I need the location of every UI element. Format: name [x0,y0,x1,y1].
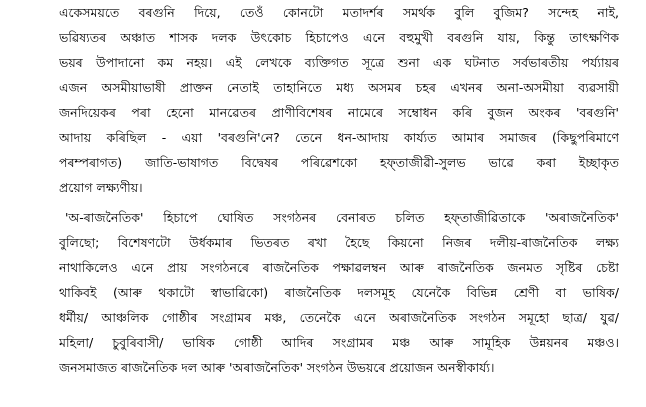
text-line: ভয়ৰ উপাদানো কম নহয়। এই লেখকে ব্যক্তিগত সূত্ৰে শুনা এক ঘটনাত সৰ্বভাৰতীয় পৰ্য্যায়ৰ [59,55,619,70]
text-line: আদায় কৰিছিল - এয়া 'বৰগুনি'নে? তেনে ধন-আদায় কাৰ্য্যত আমাৰ সমাজৰ (কিছুপৰিমাণে [59,130,619,145]
text-line: ধৰ্মীয়/ আঞ্চলিক গোষ্ঠীৰ সংগ্ৰামৰ মঞ্চ, তেনেকৈ এনে অৰাজনৈতিক সংগঠন সমূহো ছাত্ৰ/ যুৱ/ [59,310,619,325]
text-line: জনদিয়েকৰ পৰা হেনো মানৱেতৰ প্ৰাণীবিশেষৰ নামেৰে সম্বোধন কৰি বুজন অংকৰ 'বৰগুনি' [59,105,619,120]
text-line: ভৱিষ্যতৰ অঞ্চাত শাসক দলক উৎকোচ হিচাপেও এনে বহুমুখী বৰগুনি যায়, কিন্তু তাৎক্ষণিক [59,30,619,45]
text-line: নাথাকিলেও এনে প্ৰায় সংগঠনৰে ৰাজনৈতিক পক্ষাৱলম্বন আৰু ৰাজনৈতিক জনমত সৃষ্টিৰ চেষ্টা [59,260,619,275]
text-line: বুলিছো; বিশেষণটো উৰ্ধকমাৰ ভিতৰত ৰখা হৈছে কিয়নো নিজৰ দলীয়-ৰাজনৈতিক লক্ষ্য [59,235,619,250]
text-line: মহিলা/ চুবুৰিবাসী/ ভাষিক গোষ্ঠী আদিৰ সংগ্ৰামৰ মঞ্চ আৰু সামূহিক উন্নয়নৰ মঞ্চও। [59,335,619,350]
text-line: প্ৰয়োগ লক্ষ্যণীয়। [59,180,143,195]
paragraph-1 [59,0,619,200]
text-line: থাকিবই (আৰু থকাটো স্বাভাৱিকো) ৰাজনৈতিক দলসমূহ যেনেকৈ বিভিন্ন শ্ৰেণী বা ভাষিক/ [59,285,619,300]
text-line: একেসময়তে বৰগুনি দিয়ে, তেওঁ কোনটো মতাদৰ্শৰ সমৰ্থক বুলি বুজিম? সন্দেহ নাই, [59,5,619,20]
text-line: পৰম্পৰাগত) জাতি-ভাষাগত বিদ্বেষৰ পৰিৱেশকো হফ্তাজীৱী-সুলভ ভাৱে কৰা ইচ্ছাকৃত [59,155,619,170]
text-line: 'অ-ৰাজনৈতিক' হিচাপে ঘোষিত সংগঠনৰ বেনাৰত চলিত হফ্তাজীৱিতাকে 'অৰাজনৈতিক' [65,210,619,225]
text-line: এজন অসমীয়াভাষী প্ৰাক্তন নেতাই তাহানিতে মধ্য অসমৰ চহৰ এখনৰ অনা-অসমীয়া ব্যৱসায়ী [59,80,619,95]
paragraph-2 [59,205,619,380]
text-line: জনসমাজত ৰাজনৈতিক দল আৰু 'অৰাজনৈতিক' সংগঠন উভয়ৰে প্ৰয়োজন অনস্বীকাৰ্য্য। [59,360,495,375]
